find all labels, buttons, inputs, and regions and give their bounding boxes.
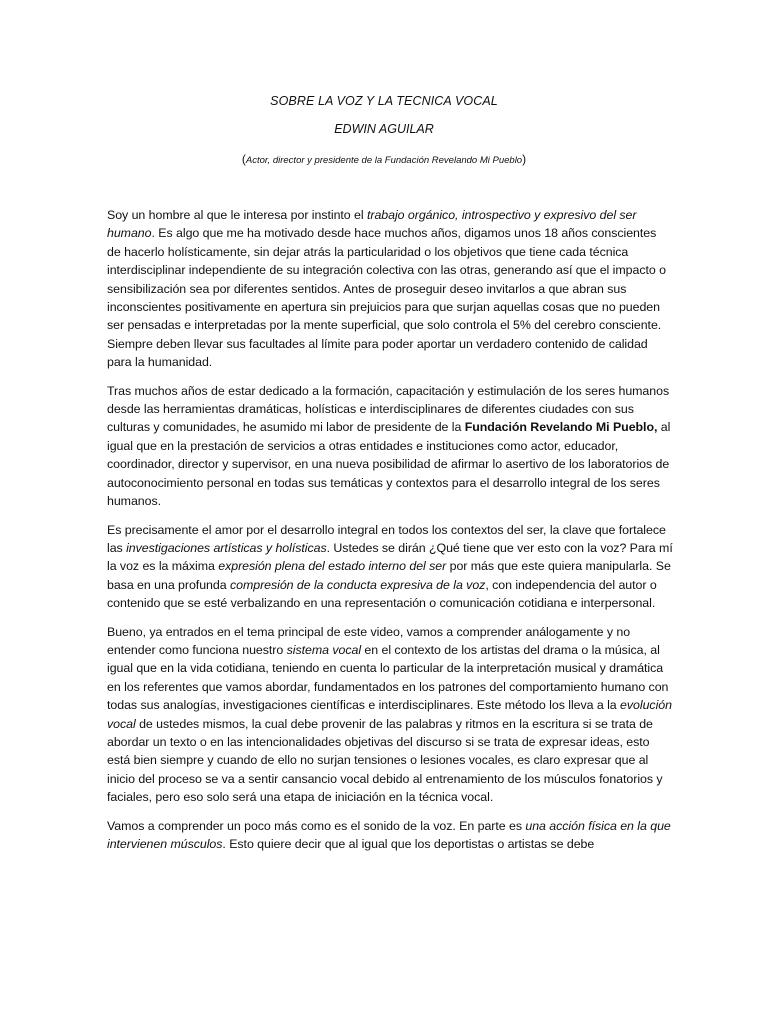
paragraph-4-text-b: en el contexto de los artistas del drama o la música, al igual que en la vida cotidiana, teniendo en cuenta lo particular de la interpretación musical y dramática en los referentes que vamos abordar, fundamentados en los patrones del comportamiento humano con todas sus analogías, investigaciones científicas e interdisciplinares. Este método los lleva a la <box>107 642 669 713</box>
document-subtitle <box>0 152 768 166</box>
paragraph-1 <box>107 206 673 372</box>
paragraph-2-text-b: al igual que en la prestación de servicios a otras entidades e instituciones como actor, educador, coordinador, director y supervisor, en una nueva posibilidad de afirmar lo asertivo de los laboratorios de autoconocimiento personal en todas sus temáticas y contextos para el desarrollo integral de los seres humanos. <box>107 420 671 509</box>
document-title-text: SOBRE LA VOZ Y LA TECNICA VOCAL <box>270 94 498 108</box>
paragraph-5-text-a: Vamos a comprender un poco más como es el sonido de la voz. En parte es <box>107 818 526 833</box>
paragraph-3-text-a: Es precisamente el amor por el desarrollo integral en todos los contextos del ser, la clave que fortalece las <box>107 522 666 555</box>
document-title <box>0 94 768 108</box>
paragraph-3-emphasis-b: expresión plena del estado interno del ser <box>218 559 447 574</box>
paragraph-5 <box>107 817 673 854</box>
paragraph-3 <box>107 521 673 613</box>
document-author <box>0 122 768 136</box>
paragraph-2 <box>107 382 673 511</box>
paragraph-3-text-c: por más que este quiera manipularla. Se basa en una profunda <box>107 559 671 592</box>
paragraph-2-foundation-name: Fundación Revelando Mi Pueblo, <box>464 420 658 435</box>
paragraph-2-text-a: Tras muchos años de estar dedicado a la formación, capacitación y estimulación de los seres humanos desde las herramientas dramáticas, holísticas e interdisciplinares de diferentes ciudades con sus culturas y comunidades, he asumido mi labor de presidente de la <box>107 383 670 435</box>
paragraph-4-emphasis-b: evolución vocal <box>107 698 672 731</box>
paragraph-3-emphasis-a: investigaciones artísticas y holísticas <box>126 540 327 555</box>
paragraph-4-emphasis-a: sistema vocal <box>286 642 362 657</box>
paragraph-1-text-a: Soy un hombre al que le interesa por instinto el <box>107 208 367 222</box>
paragraph-3-emphasis-c: compresión de la conducta expresiva de la voz <box>229 577 486 592</box>
paragraph-5-emphasis: una acción física en la que intervienen músculos <box>107 818 671 851</box>
document-body <box>107 206 673 863</box>
paragraph-3-text-d: , con independencia del autor o contenido que se esté verbalizando en una representación o comunicación cotidiana e interpersonal. <box>107 577 657 611</box>
subtitle-text: Actor, director y presidente de la Fundación Revelando Mi Pueblo <box>245 155 523 166</box>
paragraph-4-text-c: de ustedes mismos, la cual debe provenir de las palabras y ritmos en la escritura si se trata de abordar un texto o en las intencionalidades objetivas del discurso si se trata de expresar ideas, esto está bien siempre y cuando de ello no surjan tensiones o lesiones vocales, es claro expresar que al inicio del proceso se va a sentir cansancio vocal debido al entrenamiento de los músculos fonatorios y faciales, pero eso solo será una etapa de iniciación en la técnica vocal. <box>107 716 663 805</box>
subtitle-close-paren: ) <box>522 152 527 166</box>
paragraph-4-text-a: Bueno, ya entrados en el tema principal de este video, vamos a comprender análogamente y no entender como funciona nuestro <box>107 624 631 657</box>
document-author-text: EDWIN AGUILAR <box>334 122 434 136</box>
paragraph-5-text-b: . Esto quiere decir que al igual que los deportistas o artistas se debe <box>222 837 595 851</box>
paragraph-1-text-b: . Es algo que me ha motivado desde hace muchos años, digamos unos 18 años conscientes de hacerlo holísticamente, sin dejar atrás la particularidad o los objetivos que tiene cada técnica interdisciplinar independiente de su integración colectiva con las otras, generando así que el impacto o sensibilización sea por diferentes sentidos. Antes de proseguir deseo invitarlos a que abran sus inconscientes positivamente en apertura sin prejuicios para que surjan aquellas cosas que no pueden ser pensadas e interpretadas por la mente superficial, que solo controla el 5% del cerebro consciente. Siempre deben llevar sus facultades al límite para poder aportar un verdadero contenido de calidad para la humanidad. <box>107 226 666 370</box>
paragraph-3-text-b: . Ustedes se dirán ¿Qué tiene que ver esto con la voz? Para mí la voz es la máxima <box>107 540 673 574</box>
paragraph-1-emphasis: trabajo orgánico, introspectivo y expresivo del ser humano <box>107 208 637 241</box>
paragraph-4 <box>107 623 673 807</box>
subtitle-open-paren: ( <box>241 152 246 166</box>
